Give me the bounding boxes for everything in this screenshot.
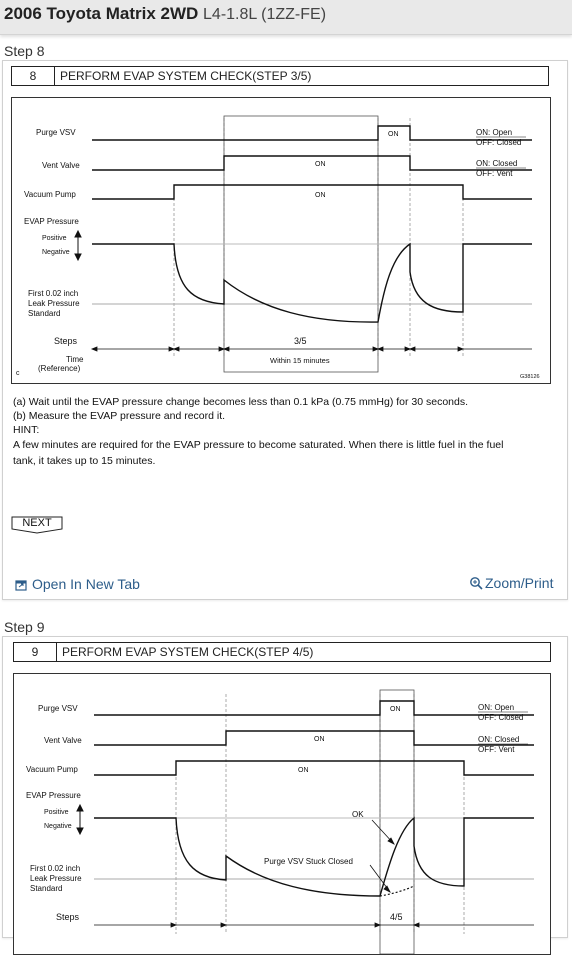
open-in-new-tab-label: Open In New Tab xyxy=(32,576,140,592)
within-label: Within 15 minutes xyxy=(270,356,330,365)
step-9-diagram xyxy=(13,673,551,955)
leak-std-line2: Leak Pressure xyxy=(28,299,80,308)
reference-label: (Reference) xyxy=(38,364,81,373)
step-9-title: PERFORM EVAP SYSTEM CHECK(STEP 4/5) xyxy=(62,645,314,659)
vacuum-pump-label: Vacuum Pump xyxy=(24,190,76,199)
evap-pressure-label: EVAP Pressure xyxy=(24,217,79,226)
step-8-title: PERFORM EVAP SYSTEM CHECK(STEP 3/5) xyxy=(60,69,312,83)
negative-label: Negative xyxy=(44,823,72,830)
purge-vsv-label: Purge VSV xyxy=(38,704,78,713)
purge-on-label: ON xyxy=(388,131,399,138)
step-9-header xyxy=(13,642,551,662)
steps-label: Steps xyxy=(56,912,80,922)
step-8-label: Step 8 xyxy=(4,43,45,59)
leak-std-line3: Standard xyxy=(30,884,63,893)
positive-label: Positive xyxy=(44,809,69,816)
open-in-new-tab-link[interactable] xyxy=(15,576,140,594)
vent-valve-label: Vent Valve xyxy=(44,736,82,745)
step-9-label: Step 9 xyxy=(4,619,45,635)
ok-annotation: OK xyxy=(352,810,364,819)
step-8-hint-line1: A few minutes are required for the EVAP pressure to become saturated. When there is little fuel in the fuel xyxy=(13,439,504,451)
zoom-icon xyxy=(469,576,483,593)
step-8-diagram xyxy=(11,97,551,384)
step-9-number: 9 xyxy=(14,643,57,661)
purge-legend-on: ON: Open xyxy=(476,128,513,137)
zoom-print-link[interactable] xyxy=(469,575,553,593)
step-8-hint-heading: HINT: xyxy=(13,424,40,436)
vent-valve-label: Vent Valve xyxy=(42,161,80,170)
vent-legend-on: ON: Closed xyxy=(476,159,518,168)
figure-id-label: G38126 xyxy=(520,374,540,380)
leak-std-line1: First 0.02 inch xyxy=(28,289,79,298)
purge-legend-on: ON: Open xyxy=(478,703,515,712)
next-button-label: NEXT xyxy=(22,517,52,529)
vent-on-label: ON xyxy=(315,161,326,168)
vacuum-pump-label: Vacuum Pump xyxy=(26,765,78,774)
step-8-number: 8 xyxy=(12,67,55,85)
pressure-arrow-icon xyxy=(77,805,83,834)
pump-on-label: ON xyxy=(298,767,309,774)
next-button[interactable] xyxy=(11,516,63,532)
step-value-label: 4/5 xyxy=(390,912,403,922)
step-value-label: 3/5 xyxy=(294,336,307,346)
vent-on-label: ON xyxy=(314,736,325,743)
step-9-card xyxy=(2,636,568,938)
steps-label: Steps xyxy=(54,336,78,346)
step-8-card xyxy=(2,60,568,600)
purge-on-label: ON xyxy=(390,706,401,713)
purge-legend-off: OFF: Closed xyxy=(476,138,522,147)
time-label: Time xyxy=(66,355,84,364)
leak-std-line2: Leak Pressure xyxy=(30,874,82,883)
pump-on-label: ON xyxy=(315,192,326,199)
negative-label: Negative xyxy=(42,249,70,256)
vent-legend-on: ON: Closed xyxy=(478,735,520,744)
positive-label: Positive xyxy=(42,235,67,242)
stuck-annotation: Purge VSV Stuck Closed xyxy=(264,857,353,866)
corner-c-label: c xyxy=(16,370,20,377)
vehicle-title: 2006 Toyota Matrix 2WD xyxy=(4,4,199,23)
step-8-header xyxy=(11,66,549,86)
leak-std-line3: Standard xyxy=(28,309,61,318)
step-8-hint-line2: tank, it takes up to 15 minutes. xyxy=(13,455,156,467)
top-bar xyxy=(0,0,572,35)
leak-std-line1: First 0.02 inch xyxy=(30,864,81,873)
pressure-arrow-icon xyxy=(75,231,81,260)
purge-legend-off: OFF: Closed xyxy=(478,713,524,722)
engine-subtitle: L4-1.8L (1ZZ-FE) xyxy=(203,6,327,23)
vent-legend-off: OFF: Vent xyxy=(478,745,515,754)
step-8-instruction-a: (a) Wait until the EVAP pressure change becomes less than 0.1 kPa (0.75 mmHg) for 30 seconds. xyxy=(13,396,469,408)
page-title xyxy=(4,4,326,24)
new-tab-icon xyxy=(15,578,27,594)
step-8-instruction-b: (b) Measure the EVAP pressure and record it. xyxy=(13,410,226,422)
purge-vsv-label: Purge VSV xyxy=(36,128,76,137)
vent-legend-off: OFF: Vent xyxy=(476,169,513,178)
zoom-print-label: Zoom/Print xyxy=(485,575,554,591)
evap-pressure-label: EVAP Pressure xyxy=(26,791,81,800)
